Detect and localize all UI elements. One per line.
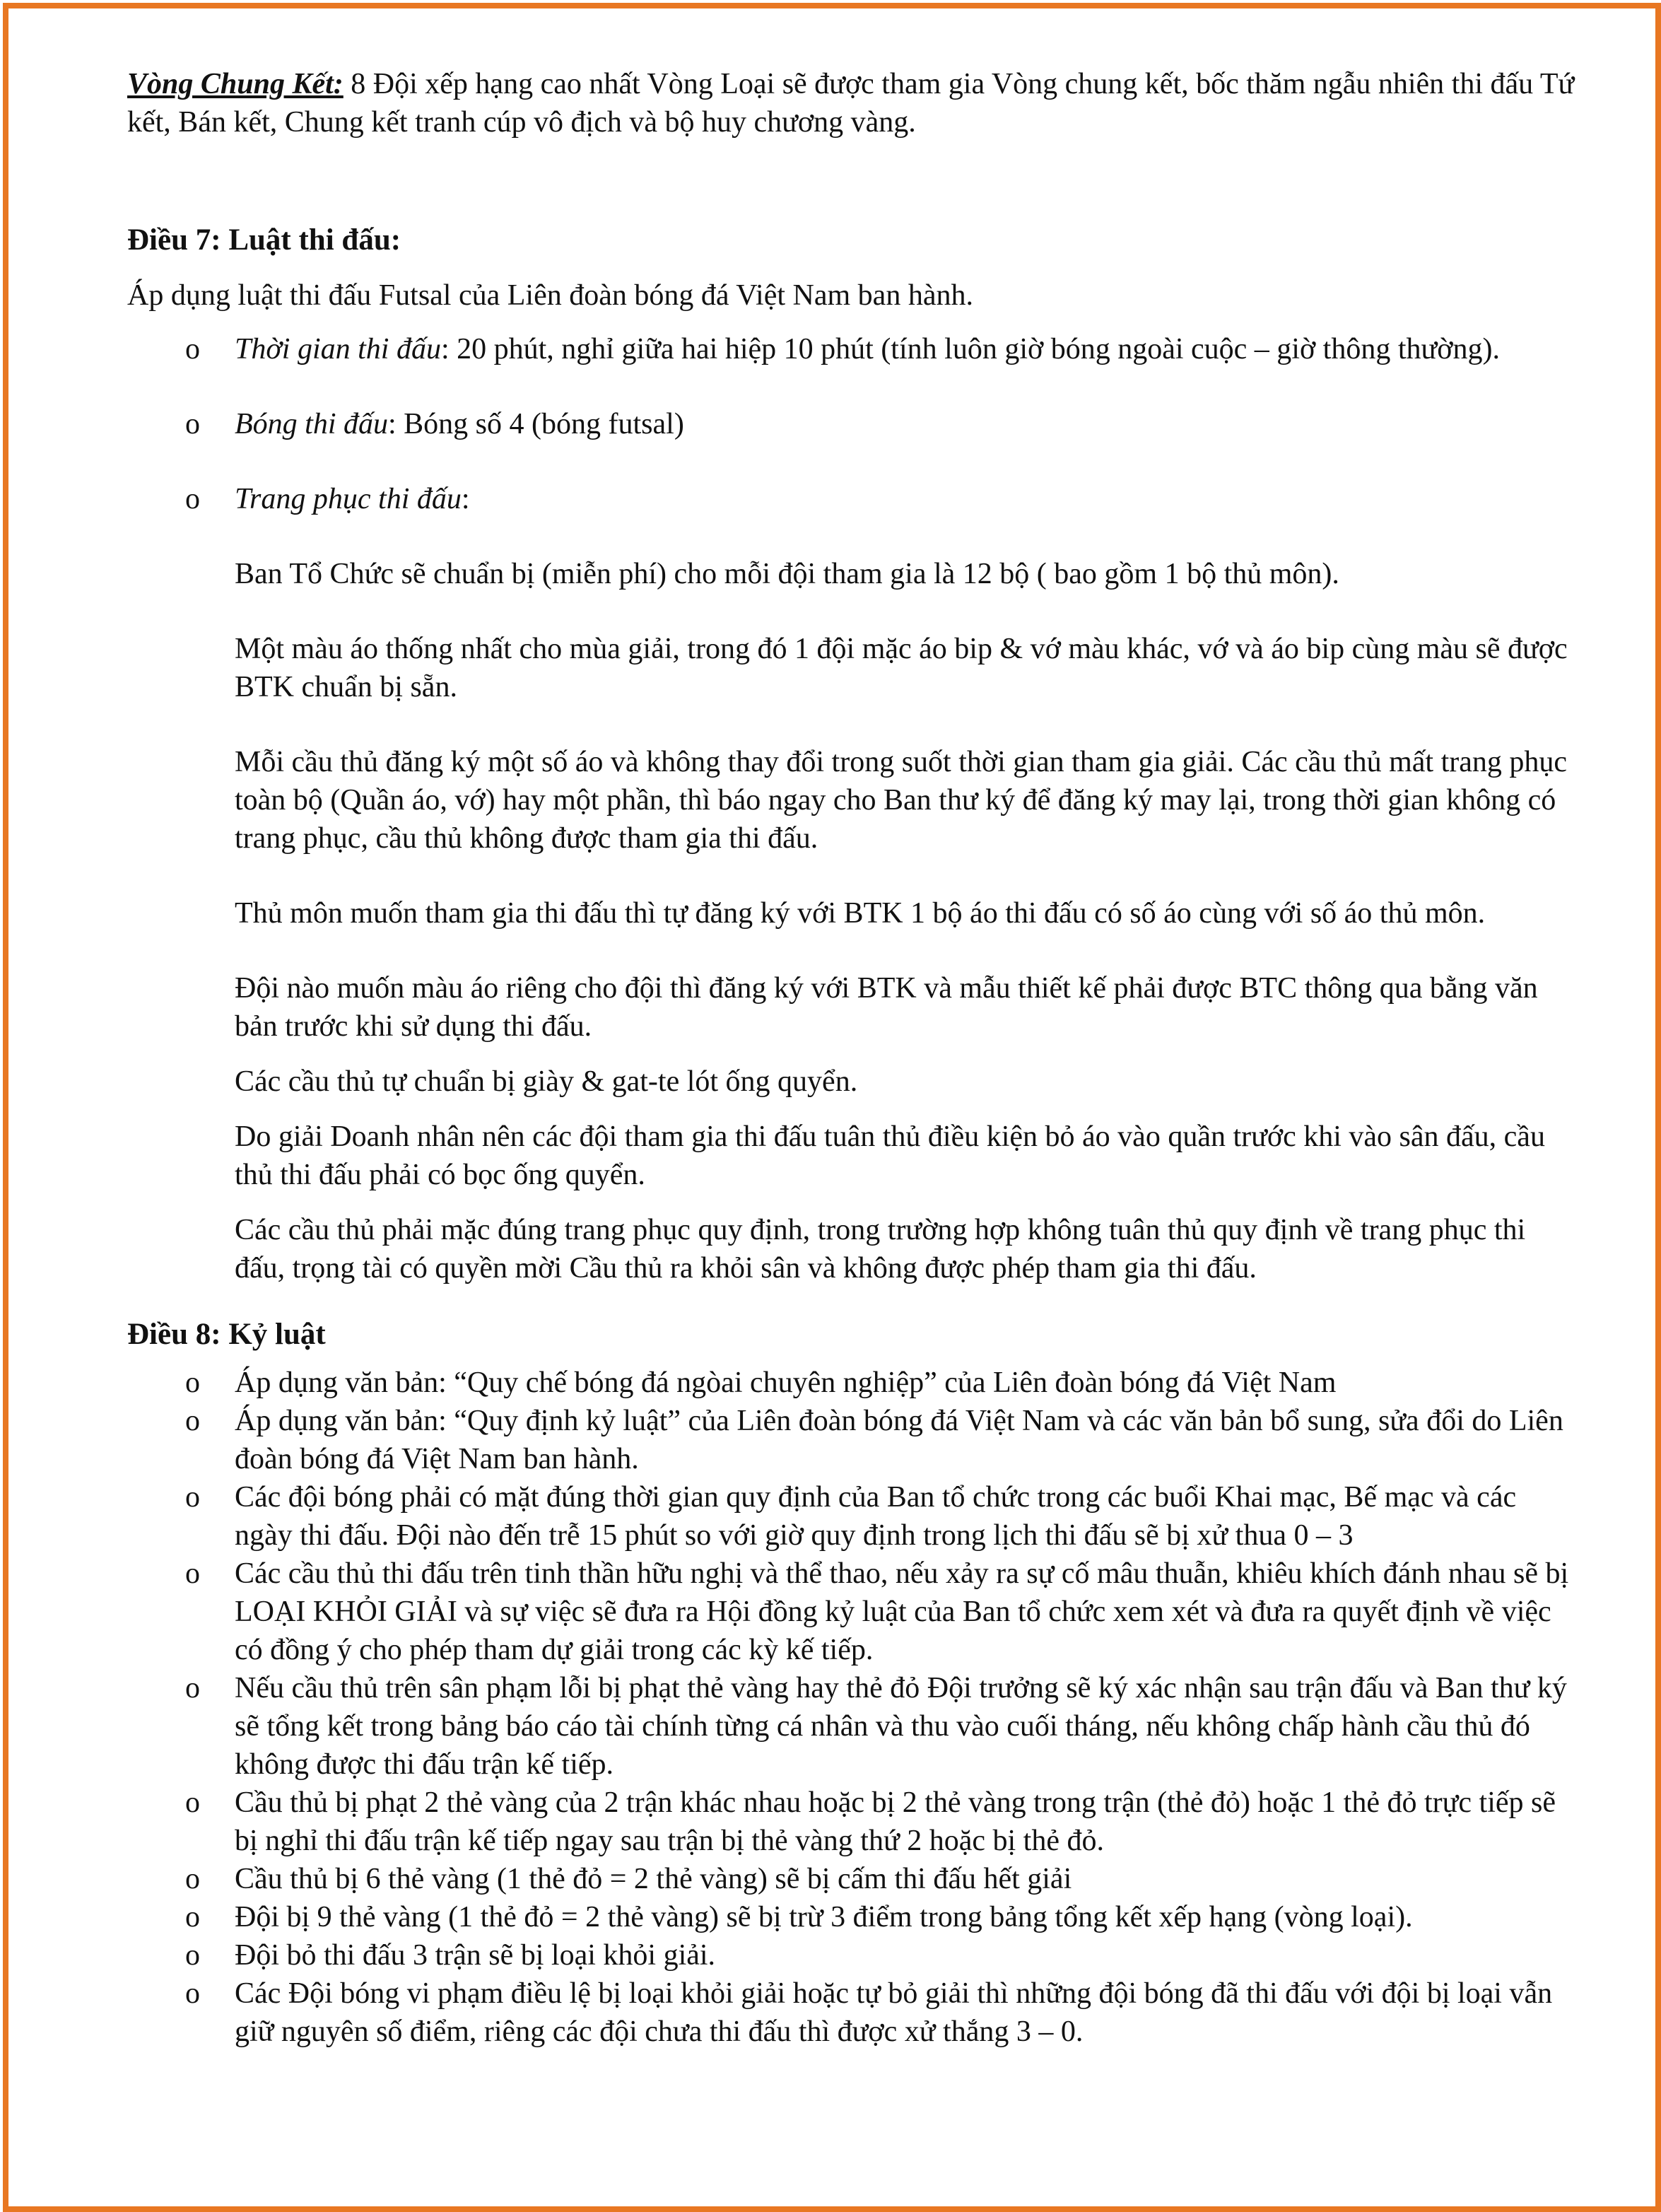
uniform-paragraph: Một màu áo thống nhất cho mùa giải, trong đó 1 đội mặc áo bip & vớ màu khác, vớ và áo bip cùng màu sẽ được BTK chuẩn bị sẵn. <box>235 633 1568 703</box>
list-item-match-ball <box>127 405 1576 443</box>
list-item-text: : 20 phút, nghỉ giữa hai hiệp 10 phút (tính luôn giờ bóng ngoài cuộc – giờ thông thường). <box>440 333 1500 365</box>
list-item-match-time <box>127 330 1576 368</box>
article-8-heading: Điều 8: Kỷ luật <box>127 1318 326 1351</box>
list-item <box>127 1974 1576 2051</box>
bullet-marker: o <box>185 483 200 515</box>
list-item <box>127 1364 1576 1402</box>
list-item-text: Các cầu thủ thi đấu trên tinh thần hữu nghị và thể thao, nếu xảy ra sự cố mâu thuẫn, khiêu khích đánh nhau sẽ bị LOẠI KHỎI GIẢI và sự việc sẽ đưa ra Hội đồng kỷ luật của Ban tổ chức xem xét và đưa ra quyết định về việc có đồng ý cho phép tham dự giải trong các kỳ kế tiếp. <box>235 1557 1569 1666</box>
document-body <box>127 65 1576 2051</box>
bullet-marker: o <box>185 1977 200 2010</box>
list-item-text: : Bóng số 4 (bóng futsal) <box>388 408 684 440</box>
list-item-text: Đội bị 9 thẻ vàng (1 thẻ đỏ = 2 thẻ vàng) sẽ bị trừ 3 điểm trong bảng tổng kết xếp hạng (vòng loại). <box>235 1901 1413 1933</box>
list-item-label: Bóng thi đấu <box>235 408 388 440</box>
bullet-marker: o <box>185 1863 200 1895</box>
list-item-label: Trang phục thi đấu <box>235 483 462 515</box>
list-item-text: Cầu thủ bị phạt 2 thẻ vàng của 2 trận khác nhau hoặc bị 2 thẻ vàng trong trận (thẻ đỏ) hoặc 1 thẻ đỏ trực tiếp sẽ bị nghỉ thi đấu trận kế tiếp ngay sau trận bị thẻ vàng thứ 2 hoặc bị thẻ đỏ. <box>235 1786 1556 1857</box>
list-item-text: Cầu thủ bị 6 thẻ vàng (1 thẻ đỏ = 2 thẻ vàng) sẽ bị cấm thi đấu hết giải <box>235 1863 1072 1895</box>
bullet-marker: o <box>185 1405 200 1437</box>
list-item-label: Thời gian thi đấu <box>235 333 441 365</box>
bullet-marker: o <box>185 1481 200 1514</box>
list-item-uniform <box>127 480 1576 518</box>
list-item <box>127 1478 1576 1555</box>
list-item-text: Các Đội bóng vi phạm điều lệ bị loại khỏi giải hoặc tự bỏ giải thì những đội bóng đã thi đấu với đội bị loại vẫn giữ nguyên số điểm, riêng các đội chưa thi đấu thì được xử thắng 3 – 0. <box>235 1977 1553 2048</box>
uniform-paragraph: Ban Tổ Chức sẽ chuẩn bị (miễn phí) cho mỗi đội tham gia là 12 bộ ( bao gồm 1 bộ thủ môn). <box>235 558 1339 590</box>
final-round-paragraph <box>127 65 1576 141</box>
list-item <box>127 1860 1576 1898</box>
article-7-intro: Áp dụng luật thi đấu Futsal của Liên đoàn bóng đá Việt Nam ban hành. <box>127 279 973 312</box>
list-item-text: : <box>461 483 470 515</box>
bullet-marker: o <box>185 1557 200 1590</box>
uniform-paragraph: Do giải Doanh nhân nên các đội tham gia thi đấu tuân thủ điều kiện bỏ áo vào quần trước khi vào sân đấu, cầu thủ thi đấu phải có bọc ống quyển. <box>235 1120 1545 1191</box>
list-item-text: Nếu cầu thủ trên sân phạm lỗi bị phạt thẻ vàng hay thẻ đỏ Đội trưởng sẽ ký xác nhận sau trận đấu và Ban thư ký sẽ tổng kết trong bảng báo cáo tài chính từng cá nhân và thu vào cuối tháng, nếu không chấp hành cầu thủ đó không được thi đấu trận kế tiếp. <box>235 1672 1567 1781</box>
list-item <box>127 1898 1576 1936</box>
list-item <box>127 1555 1576 1669</box>
bullet-marker: o <box>185 1939 200 1972</box>
final-round-label: Vòng Chung Kết: <box>127 68 344 100</box>
list-item-text: Đội bỏ thi đấu 3 trận sẽ bị loại khỏi giải. <box>235 1939 716 1972</box>
list-item-text: Các đội bóng phải có mặt đúng thời gian quy định của Ban tổ chức trong các buổi Khai mạc, Bế mạc và các ngày thi đấu. Đội nào đến trễ 15 phút so với giờ quy định trong lịch thi đấu sẽ bị xử thua 0 – 3 <box>235 1481 1517 1552</box>
list-item-body <box>235 405 1576 443</box>
bullet-marker: o <box>185 1901 200 1933</box>
list-item <box>127 1669 1576 1784</box>
bullet-marker: o <box>185 1672 200 1704</box>
uniform-paragraph: Đội nào muốn màu áo riêng cho đội thì đăng ký với BTK và mẫu thiết kế phải được BTC thông qua bằng văn bản trước khi sử dụng thi đấu. <box>235 972 1538 1043</box>
list-item-text: Áp dụng văn bản: “Quy chế bóng đá ngòai chuyên nghiệp” của Liên đoàn bóng đá Việt Nam <box>235 1367 1337 1399</box>
uniform-paragraph: Thủ môn muốn tham gia thi đấu thì tự đăng ký với BTK 1 bộ áo thi đấu có số áo cùng với số áo thủ môn. <box>235 897 1486 930</box>
list-item-text: Áp dụng văn bản: “Quy định kỷ luật” của Liên đoàn bóng đá Việt Nam và các văn bản bổ sung, sửa đổi do Liên đoàn bóng đá Việt Nam ban hành. <box>235 1405 1563 1475</box>
list-item-body <box>235 480 1576 518</box>
bullet-marker: o <box>185 1786 200 1819</box>
list-item <box>127 1402 1576 1478</box>
bullet-marker: o <box>185 333 200 365</box>
final-round-text: 8 Đội xếp hạng cao nhất Vòng Loại sẽ được tham gia Vòng chung kết, bốc thăm ngẫu nhiên thi đấu Tứ kết, Bán kết, Chung kết tranh cúp vô địch và bộ huy chương vàng. <box>127 68 1575 139</box>
list-item-body <box>235 330 1576 368</box>
uniform-paragraph: Các cầu thủ tự chuẩn bị giày & gat-te lót ống quyển. <box>235 1065 858 1098</box>
bullet-marker: o <box>185 1367 200 1399</box>
article-7-heading: Điều 7: Luật thi đấu: <box>127 223 401 257</box>
uniform-paragraph: Mỗi cầu thủ đăng ký một số áo và không thay đổi trong suốt thời gian tham gia giải. Các cầu thủ mất trang phục toàn bộ (Quần áo, vớ) hay một phần, thì báo ngay cho Ban thư ký để đăng ký may lại, trong thời gian không có trang phục, cầu thủ không được tham gia thi đấu. <box>235 746 1568 855</box>
list-item <box>127 1784 1576 1860</box>
uniform-paragraph: Các cầu thủ phải mặc đúng trang phục quy định, trong trường hợp không tuân thủ quy định về trang phục thi đấu, trọng tài có quyền mời Cầu thủ ra khỏi sân và không được phép tham gia thi đấu. <box>235 1214 1526 1285</box>
list-item <box>127 1936 1576 1974</box>
article-8-list <box>127 1364 1576 2051</box>
bullet-marker: o <box>185 408 200 440</box>
